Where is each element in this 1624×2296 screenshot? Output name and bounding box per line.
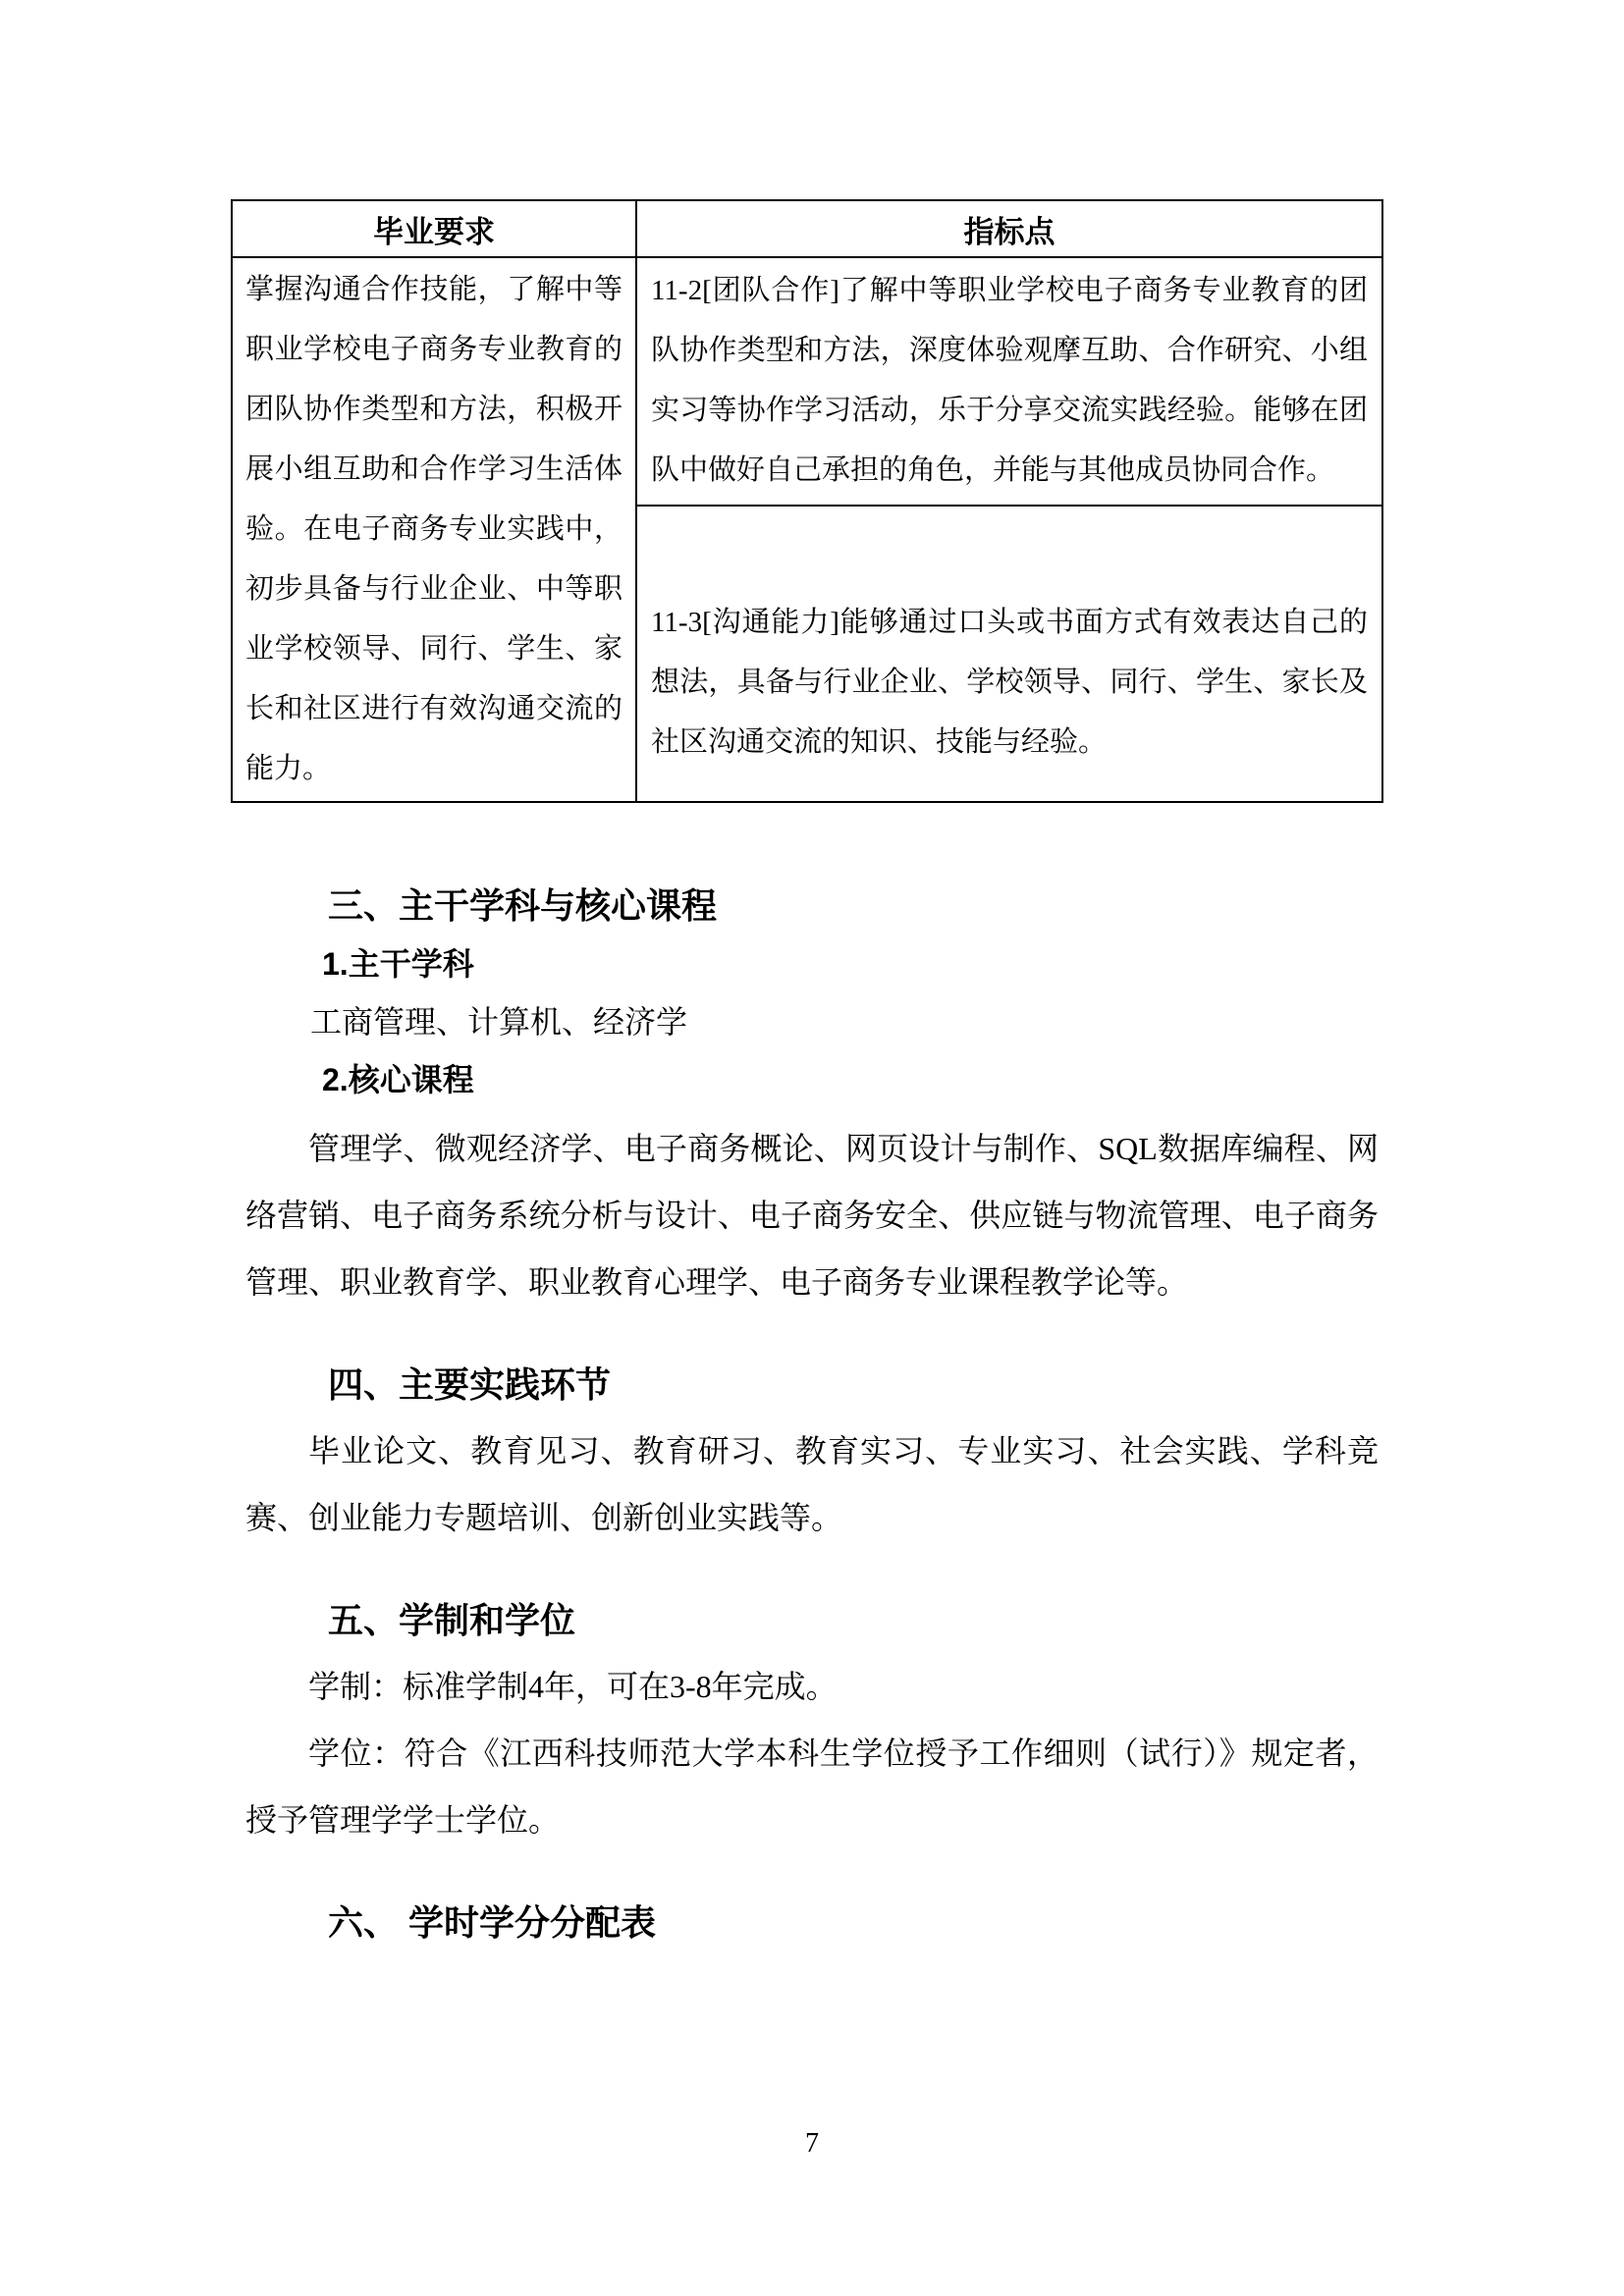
section-heading-credit-allocation-table: 六、 学时学分分配表 (328, 1902, 657, 1943)
main-subjects-text: 工商管理、计算机、经济学 (310, 1004, 688, 1040)
table-row (232, 257, 1382, 506)
table-header-row (232, 200, 1382, 257)
section-heading-schooling-degree: 五、学制和学位 (328, 1600, 576, 1640)
core-courses-text: 管理学、微观经济学、电子商务概论、网页设计与制作、SQL数据库编程、网络营销、电子商务系统分析与设计、电子商务安全、供应链与物流管理、电子商务管理、职业教育学、职业教育心理学、电子商务专业课程教学论等。 (245, 1131, 1379, 1300)
document-body (245, 881, 1379, 1948)
schooling-text: 学制：标准学制4年，可在3-8年完成。 (308, 1669, 838, 1704)
indicator-cell-11-3: 11-3[沟通能力]能够通过口头或书面方式有效表达自己的想法，具备与行业企业、学校领导、同行、学生、家长及社区沟通交流的知识、技能与经验。 (636, 506, 1382, 802)
degree-text: 学位：符合《江西科技师范大学本科生学位授予工作细则（试行）》规定者，授予管理学学士学位。 (245, 1735, 1379, 1838)
table-header-indicator: 指标点 (636, 200, 1382, 257)
graduation-requirements-table (231, 199, 1383, 803)
practice-text: 毕业论文、教育见习、教育研习、教育实习、专业实习、社会实践、学科竞赛、创业能力专题培训、创新创业实践等。 (245, 1433, 1379, 1535)
section-heading-practice: 四、主要实践环节 (328, 1364, 612, 1405)
requirement-cell: 掌握沟通合作技能，了解中等职业学校电子商务专业教育的团队协作类型和方法，积极开展小组互助和合作学习生活体验。在电子商务专业实践中，初步具备与行业企业、中等职业学校领导、同行、学生、家长和社区进行有效沟通交流的能力。 (232, 257, 636, 802)
indicator-cell-11-2: 11-2[团队合作]了解中等职业学校电子商务专业教育的团队协作类型和方法，深度体验观摩互助、合作研究、小组实习等协作学习活动，乐于分享交流实践经验。能够在团队中做好自己承担的角色，并能与其他成员协同合作。 (636, 257, 1382, 506)
page-number: 7 (805, 2128, 819, 2159)
table-header-requirement: 毕业要求 (232, 200, 636, 257)
section-heading-main-subjects-core-courses: 三、主干学科与核心课程 (328, 885, 718, 926)
subheading-main-subjects: 1.主干学科 (322, 946, 474, 982)
subheading-core-courses: 2.核心课程 (322, 1062, 474, 1097)
